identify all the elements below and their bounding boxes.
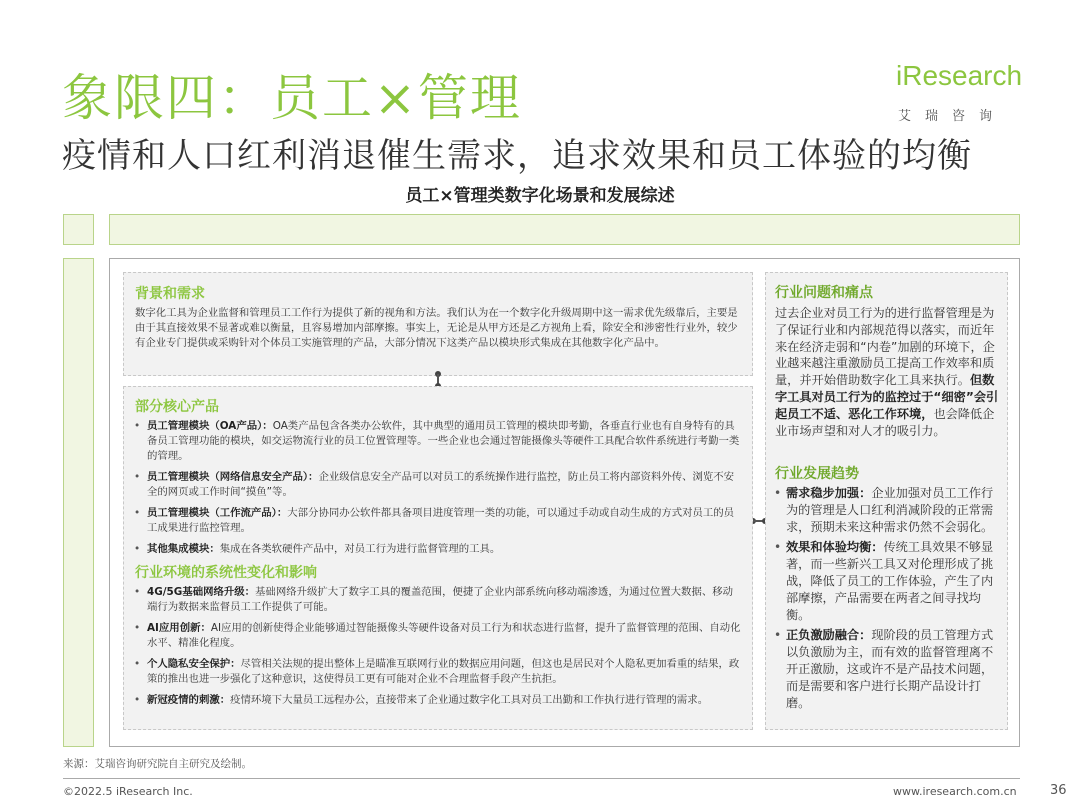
page-title: 象限四：员工×管理 [62, 69, 522, 127]
source-note: 来源：艾瑞咨询研究院自主研究及绘制。 [63, 758, 252, 770]
background-heading: 背景和需求 [135, 286, 205, 302]
list-item: • 4G/5G基础网络升级：基础网络升级扩大了数字工具的覆盖范围，便捷了企业内部系统向移动端渗透，为通过位置大数据、移动端行为数据来监督员工工作提供了可能。 [130, 585, 742, 615]
list-item: • 效果和体验均衡：传统工具效果不够显著，而一些新兴工具又对伦理形成了挑战，降低了员工的工作体验，产生了内部摩擦，产品需要在两者之间寻找均衡。 [770, 539, 1001, 623]
list-item: • 员工管理模块（OA产品）：OA类产品包含各类办公软件，其中典型的通用员工管理的模块即考勤，各垂直行业也有自身特有的具备员工管理功能的模块，如交运物流行业的员工位置管理等。一些企业也会通过智能摄像头等硬件工具配合软件系统进行考勤一类的管理。 [130, 419, 742, 464]
core-panel [123, 386, 753, 730]
iresearch-logo [888, 60, 1028, 122]
core-heading: 部分核心产品 [135, 399, 219, 415]
list-item: • 员工管理模块（网络信息安全产品）：企业级信息安全产品可以对员工的系统操作进行监控，防止员工将内部资料外传、浏览不安全的网页或工作时间“摸鱼”等。 [130, 470, 742, 500]
logo-word: iResearch [896, 60, 1023, 91]
header-band [109, 214, 1020, 245]
list-item: • 正负激励融合：现阶段的员工管理方式以负激励为主，而有效的监督管理离不开正激励，这或许不是产品技术问题，而是需要和客户进行长期产品设计打磨。 [770, 627, 1001, 711]
side-band [63, 258, 94, 747]
list-item: • 其他集成模块：集成在各类软硬件产品中，对员工行为进行监督管理的工具。 [130, 542, 742, 557]
list-item: • 新冠疫情的刺激：疫情环境下大量员工远程办公，直接带来了企业通过数字化工具对员工出勤和工作执行进行管理的需求。 [130, 693, 742, 708]
page-subtitle: 疫情和人口红利消退催生需求，追求效果和员工体验的均衡 [62, 136, 972, 176]
page-number: 36 [1050, 783, 1067, 798]
list-item: • 员工管理模块（工作流产品）：大部分协同办公软件都具备项目进度管理一类的功能，可以通过手动或自动生成的方式对员工的员工成果进行监控管理。 [130, 506, 742, 536]
list-item: • 需求稳步加强：企业加强对员工工作行为的管理是人口红利消减阶段的正常需求，预期未来这种需求仍然不会弱化。 [770, 485, 1001, 535]
core-list [130, 419, 742, 557]
background-panel [123, 272, 753, 376]
list-item: • AI应用创新：AI应用的创新使得企业能够通过智能摄像头等硬件设备对员工行为和状态进行监督，提升了监督管理的范围、自动化水平、精准化程度。 [130, 621, 742, 651]
logo-cn: 艾瑞咨询 [898, 109, 1007, 124]
footer-divider [63, 778, 1020, 779]
environment-heading: 行业环境的系统性变化和影响 [135, 565, 317, 581]
header-square [63, 214, 94, 245]
pain-text: 过去企业对员工行为的进行监督管理是为了保证行业和内部规范得以落实，而近年来在经济走弱和“内卷”加剧的环境下，企业越来越注重激励员工提高工作效率和质量，并开始借助数字化工具来执行。但数字工具对员工行为的监控过于“细密”会引起员工不适、恶化工作环境，也会降低企业市场声望和对人才的吸引力。 [775, 306, 999, 438]
environment-list [130, 585, 742, 708]
trends-list [770, 485, 1001, 711]
background-text: 数字化工具为企业监督和管理员工工作行为提供了新的视角和方法。我们认为在一个数字化升级周期中这一需求优先级靠后，主要是由于其直接效果不显著或难以衡量，且容易增加内部摩擦。事实上，无论是从甲方还是乙方视角上看，除安全和涉密性行业外，较少有企业专门提供或采购针对个体员工实施管理的产品，大部分情况下这类产品以模块形式集成在其他数字化产品中。 [135, 307, 738, 349]
list-item: • 个人隐私安全保护：尽管相关法规的提出整体上是瞄准互联网行业的数据应用问题，但这也是居民对个人隐私更加看重的结果，政策的推出也进一步强化了这种意识，这使得员工更有可能对企业不合理监督手段产生抗拒。 [130, 657, 742, 687]
site-url[interactable]: www.iresearch.com.cn [893, 785, 1017, 798]
pain-heading: 行业问题和痛点 [775, 285, 873, 301]
trends-heading: 行业发展趋势 [775, 466, 859, 482]
copyright: ©2022.5 iResearch Inc. [63, 785, 193, 798]
figure-title: 员工×管理类数字化场景和发展综述 [405, 186, 675, 206]
pain-panel [765, 272, 1008, 730]
